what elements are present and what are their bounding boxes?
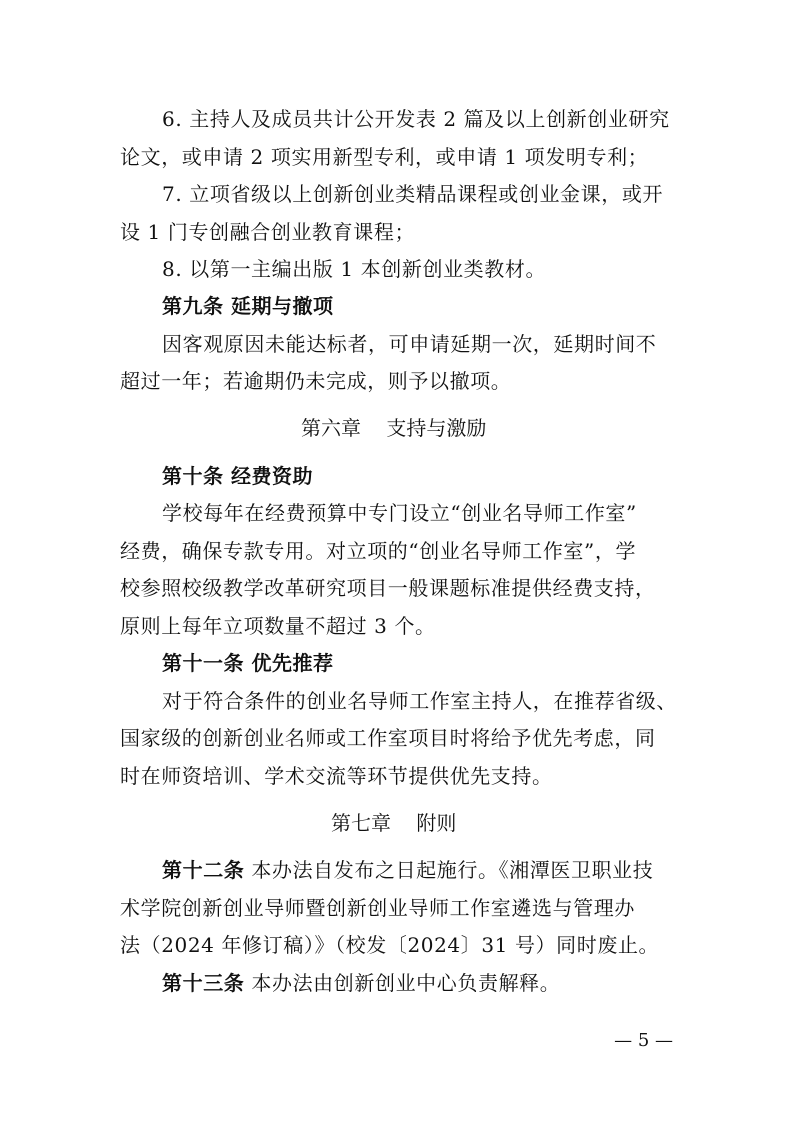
article-11-heading: 第十一条 优先推荐 [162,651,334,675]
text-line: 设 1 门专创融合创业教育课程； [120,220,416,244]
text-line: 对于符合条件的创业名导师工作室主持人，在推荐省级、 [162,689,677,713]
text-line: 原则上每年立项数量不超过 3 个。 [120,614,436,638]
article-13-paragraph [162,971,560,995]
text-line: 术学院创新创业导师暨创新创业导师工作室遴选与管理办 [120,896,635,920]
text-line: 超过一年；若逾期仍未完成，则予以撤项。 [120,369,512,393]
article-9-heading: 第九条 延期与撤项 [162,294,334,318]
text-line: 时在师资培训、学术交流等环节提供优先支持。 [120,764,553,788]
text-span: 本办法由创新创业中心负责解释。 [244,971,561,995]
article-13-heading: 第十三条 [162,971,245,995]
text-line: 校参照校级教学改革研究项目一般课题标准提供经费支持， [120,576,656,600]
text-line: 7. 立项省级以上创新创业类精品课程或创业金课，或开 [162,182,664,206]
text-line: 国家级的创新创业名师或工作室项目时将给予优先考虑，同 [120,726,656,750]
text-line: 学校每年在经费预算中专门设立“创业名导师工作室” [162,501,637,525]
text-line: 经费，确保专款专用。对立项的“创业名导师工作室”，学 [120,539,637,563]
text-line: 因客观原因未能达标者，可申请延期一次，延期时间不 [162,332,657,356]
text-line: 6. 主持人及成员共计公开发表 2 篇及以上创新创业研究 [162,107,670,131]
text-line: 法（2024 年修订稿）》（校发〔2024〕31 号）同时废止。 [120,933,660,957]
article-12-heading: 第十二条 [162,858,245,882]
article-12-paragraph [162,858,653,882]
text-line: 论文，或申请 2 项实用新型专利，或申请 1 项发明专利； [120,145,649,169]
page-number: — 5 — [614,1030,673,1051]
text-span: 本办法自发布之日起施行。《湘潭医卫职业技 [244,858,654,882]
chapter-7-title: 第七章 附则 [331,811,457,835]
article-10-heading: 第十条 经费资助 [162,464,313,488]
chapter-6-title: 第六章 支持与激励 [301,416,487,440]
text-line: 8. 以第一主编出版 1 本创新创业类教材。 [162,257,547,281]
